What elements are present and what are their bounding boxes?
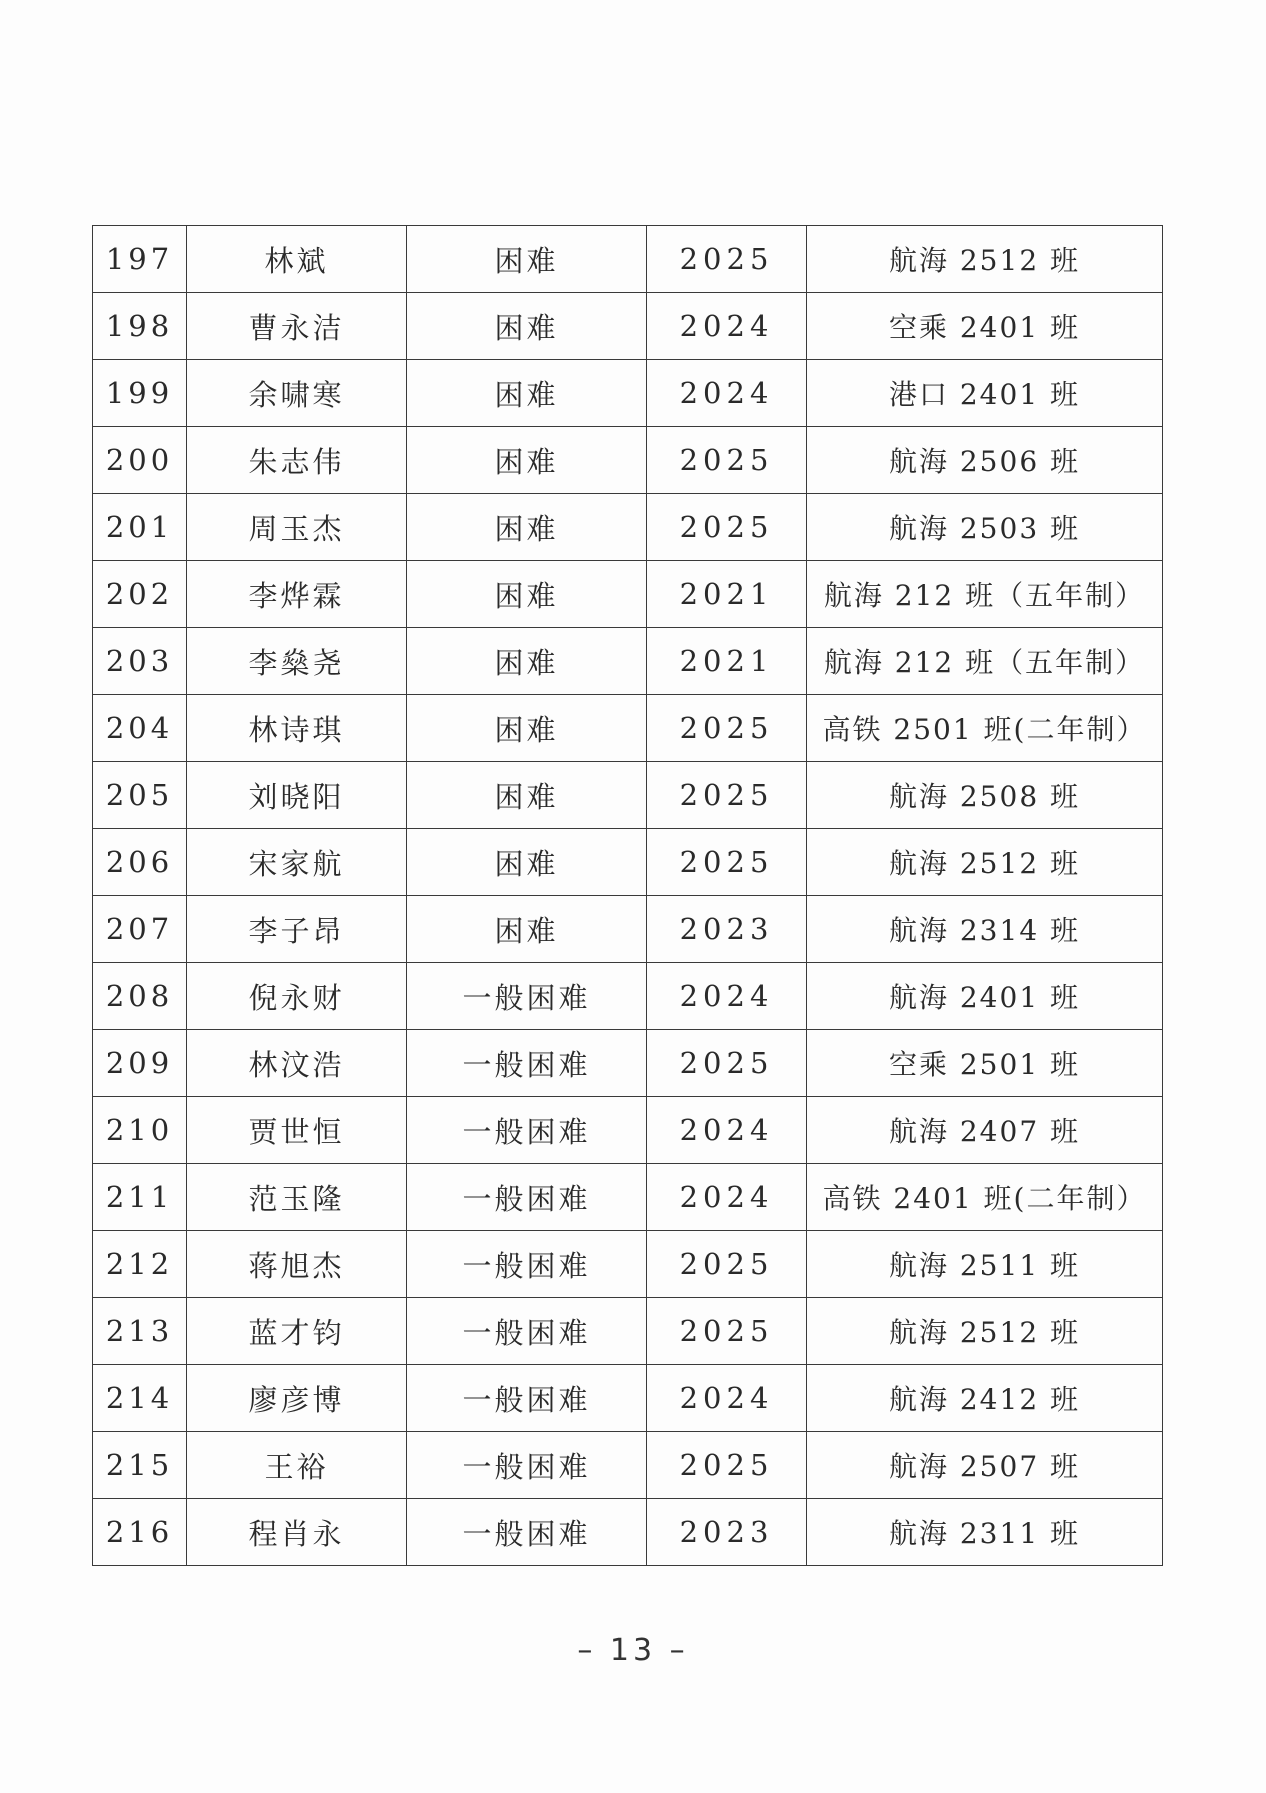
cell-number: 215 (93, 1432, 187, 1499)
cell-difficulty-level: 困难 (407, 494, 647, 561)
cell-number: 199 (93, 360, 187, 427)
cell-class-name: 航海 2311 班 (807, 1499, 1163, 1566)
cell-enrollment-year: 2023 (647, 896, 807, 963)
cell-number: 210 (93, 1097, 187, 1164)
cell-number: 197 (93, 226, 187, 293)
cell-difficulty-level: 困难 (407, 293, 647, 360)
cell-enrollment-year: 2025 (647, 1298, 807, 1365)
cell-enrollment-year: 2024 (647, 1164, 807, 1231)
cell-student-name: 李燊尧 (187, 628, 407, 695)
cell-difficulty-level: 一般困难 (407, 1164, 647, 1231)
cell-student-name: 朱志伟 (187, 427, 407, 494)
cell-number: 214 (93, 1365, 187, 1432)
cell-difficulty-level: 困难 (407, 896, 647, 963)
cell-difficulty-level: 一般困难 (407, 963, 647, 1030)
cell-student-name: 林诗琪 (187, 695, 407, 762)
cell-enrollment-year: 2024 (647, 293, 807, 360)
cell-difficulty-level: 一般困难 (407, 1030, 647, 1097)
table-row (93, 1298, 1163, 1365)
page-number: – 13 – (577, 1633, 689, 1668)
cell-difficulty-level: 困难 (407, 762, 647, 829)
cell-difficulty-level: 一般困难 (407, 1097, 647, 1164)
cell-class-name: 航海 2508 班 (807, 762, 1163, 829)
cell-class-name: 航海 2511 班 (807, 1231, 1163, 1298)
cell-class-name: 航海 2407 班 (807, 1097, 1163, 1164)
cell-class-name: 航海 2503 班 (807, 494, 1163, 561)
cell-number: 203 (93, 628, 187, 695)
table-row (93, 1499, 1163, 1566)
cell-difficulty-level: 困难 (407, 829, 647, 896)
cell-class-name: 航海 2506 班 (807, 427, 1163, 494)
cell-student-name: 李子昂 (187, 896, 407, 963)
cell-difficulty-level: 一般困难 (407, 1365, 647, 1432)
cell-enrollment-year: 2025 (647, 494, 807, 561)
cell-difficulty-level: 一般困难 (407, 1432, 647, 1499)
table-row (93, 1164, 1163, 1231)
cell-number: 213 (93, 1298, 187, 1365)
cell-student-name: 王裕 (187, 1432, 407, 1499)
table-row (93, 1030, 1163, 1097)
cell-enrollment-year: 2021 (647, 628, 807, 695)
cell-student-name: 宋家航 (187, 829, 407, 896)
cell-enrollment-year: 2025 (647, 427, 807, 494)
cell-enrollment-year: 2024 (647, 963, 807, 1030)
table-row (93, 762, 1163, 829)
table-row (93, 494, 1163, 561)
cell-difficulty-level: 一般困难 (407, 1499, 647, 1566)
cell-number: 202 (93, 561, 187, 628)
cell-difficulty-level: 困难 (407, 226, 647, 293)
cell-class-name: 航海 2401 班 (807, 963, 1163, 1030)
cell-class-name: 空乘 2401 班 (807, 293, 1163, 360)
table-row (93, 1365, 1163, 1432)
cell-student-name: 范玉隆 (187, 1164, 407, 1231)
cell-class-name: 航海 2512 班 (807, 226, 1163, 293)
cell-enrollment-year: 2025 (647, 226, 807, 293)
cell-class-name: 航海 2512 班 (807, 1298, 1163, 1365)
cell-enrollment-year: 2025 (647, 1231, 807, 1298)
cell-student-name: 曹永洁 (187, 293, 407, 360)
cell-class-name: 航海 2412 班 (807, 1365, 1163, 1432)
cell-student-name: 周玉杰 (187, 494, 407, 561)
cell-enrollment-year: 2025 (647, 829, 807, 896)
table-row (93, 1432, 1163, 1499)
cell-student-name: 林斌 (187, 226, 407, 293)
table-row (93, 293, 1163, 360)
cell-class-name: 空乘 2501 班 (807, 1030, 1163, 1097)
cell-number: 200 (93, 427, 187, 494)
cell-student-name: 余啸寒 (187, 360, 407, 427)
cell-class-name: 高铁 2401 班(二年制） (807, 1164, 1163, 1231)
cell-class-name: 航海 212 班（五年制） (807, 628, 1163, 695)
cell-difficulty-level: 困难 (407, 561, 647, 628)
cell-number: 208 (93, 963, 187, 1030)
cell-enrollment-year: 2025 (647, 1030, 807, 1097)
cell-student-name: 蒋旭杰 (187, 1231, 407, 1298)
table-row (93, 963, 1163, 1030)
cell-class-name: 航海 2507 班 (807, 1432, 1163, 1499)
table-row (93, 695, 1163, 762)
cell-enrollment-year: 2023 (647, 1499, 807, 1566)
cell-difficulty-level: 困难 (407, 628, 647, 695)
cell-class-name: 高铁 2501 班(二年制） (807, 695, 1163, 762)
cell-student-name: 刘晓阳 (187, 762, 407, 829)
table-row (93, 628, 1163, 695)
cell-class-name: 航海 2314 班 (807, 896, 1163, 963)
table-row (93, 829, 1163, 896)
cell-number: 212 (93, 1231, 187, 1298)
cell-student-name: 蓝才钧 (187, 1298, 407, 1365)
cell-number: 207 (93, 896, 187, 963)
cell-number: 201 (93, 494, 187, 561)
cell-number: 205 (93, 762, 187, 829)
cell-enrollment-year: 2025 (647, 1432, 807, 1499)
cell-student-name: 倪永财 (187, 963, 407, 1030)
cell-student-name: 李烨霖 (187, 561, 407, 628)
cell-class-name: 航海 212 班（五年制） (807, 561, 1163, 628)
cell-class-name: 航海 2512 班 (807, 829, 1163, 896)
cell-student-name: 林汶浩 (187, 1030, 407, 1097)
cell-enrollment-year: 2025 (647, 762, 807, 829)
cell-number: 204 (93, 695, 187, 762)
student-roster-table (92, 225, 1163, 1566)
cell-enrollment-year: 2024 (647, 1097, 807, 1164)
cell-enrollment-year: 2024 (647, 1365, 807, 1432)
cell-class-name: 港口 2401 班 (807, 360, 1163, 427)
table-row (93, 427, 1163, 494)
cell-number: 211 (93, 1164, 187, 1231)
table-row (93, 561, 1163, 628)
cell-enrollment-year: 2024 (647, 360, 807, 427)
table-row (93, 896, 1163, 963)
cell-number: 206 (93, 829, 187, 896)
table-row (93, 1231, 1163, 1298)
cell-difficulty-level: 一般困难 (407, 1231, 647, 1298)
cell-number: 198 (93, 293, 187, 360)
table-row (93, 226, 1163, 293)
roster-table-body (93, 226, 1163, 1566)
cell-number: 216 (93, 1499, 187, 1566)
cell-student-name: 程肖永 (187, 1499, 407, 1566)
cell-difficulty-level: 困难 (407, 695, 647, 762)
cell-difficulty-level: 困难 (407, 360, 647, 427)
cell-student-name: 贾世恒 (187, 1097, 407, 1164)
table-row (93, 360, 1163, 427)
cell-student-name: 廖彦博 (187, 1365, 407, 1432)
cell-difficulty-level: 困难 (407, 427, 647, 494)
cell-enrollment-year: 2025 (647, 695, 807, 762)
cell-enrollment-year: 2021 (647, 561, 807, 628)
table-row (93, 1097, 1163, 1164)
cell-difficulty-level: 一般困难 (407, 1298, 647, 1365)
cell-number: 209 (93, 1030, 187, 1097)
